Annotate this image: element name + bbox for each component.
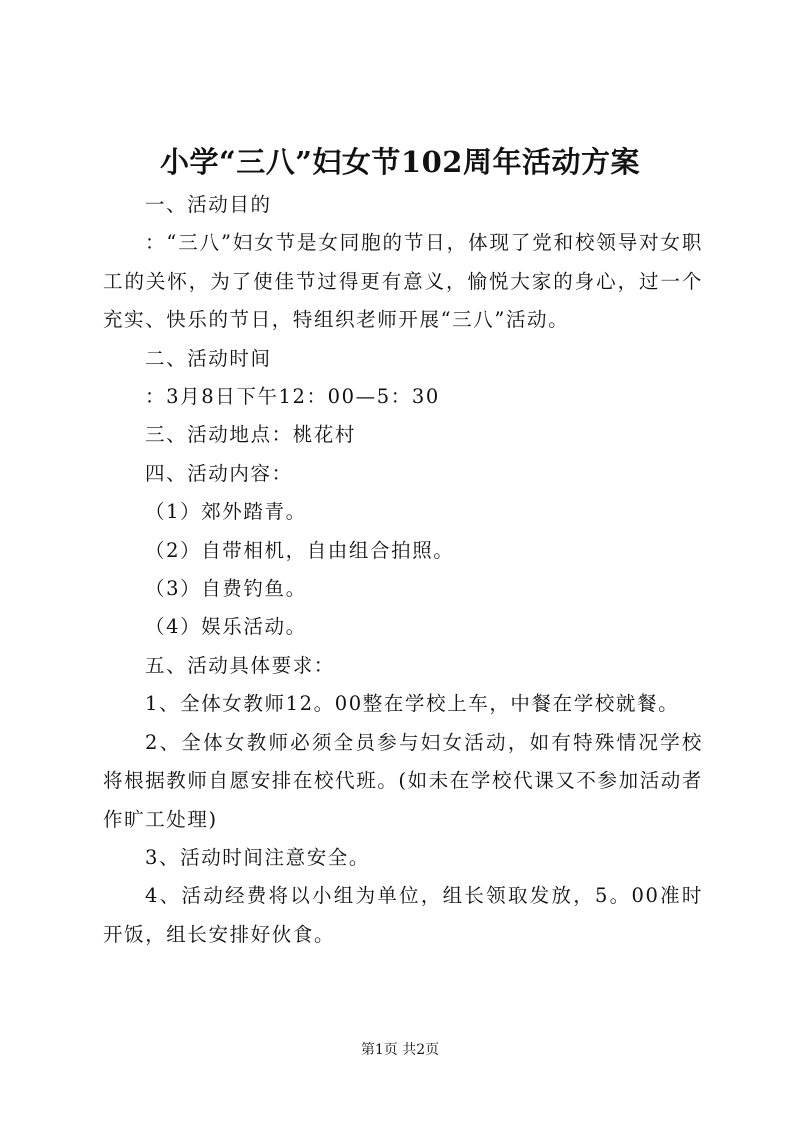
requirement-item-2: 2、全体女教师必须全员参与妇女活动，如有特殊情况学校将根据教师自愿安排在校代班。(如未在学校代课又不参加活动者作旷工处理) — [103, 730, 704, 831]
document-body — [103, 186, 703, 954]
list-item-content-4: （4）娱乐活动。 — [145, 615, 307, 639]
section-heading-content: 四、活动内容： — [145, 461, 293, 485]
requirement-item-3: 3、活动时间注意安全。 — [145, 845, 371, 869]
list-item-content-1: （1）郊外踏青。 — [145, 500, 307, 524]
section-heading-time: 二、活动时间 — [145, 346, 272, 370]
section-heading-requirements: 五、活动具体要求： — [145, 653, 335, 677]
paragraph-time: ：3月8日下午12：00—5：30 — [145, 385, 440, 409]
list-item-content-2: （2）自带相机，自由组合拍照。 — [145, 538, 455, 562]
list-item-content-3: （3）自费钓鱼。 — [145, 577, 307, 601]
document-title: 小学“三八”妇女节102周年活动方案 — [160, 145, 640, 179]
page-footer: 第1页 共2页 — [360, 1042, 440, 1058]
section-heading-location: 三、活动地点：桃花村 — [145, 423, 357, 447]
paragraph-purpose: ：“三八”妇女节是女同胞的节日，体现了党和校领导对女职工的关怀，为了使佳节过得更有意义，愉悦大家的身心，过一个充实、快乐的节日，特组织老师开展“三八”活动。 — [103, 231, 703, 332]
section-heading-purpose: 一、活动目的 — [145, 193, 272, 216]
requirement-item-1: 1、全体女教师12。00整在学校上车，中餐在学校就餐。 — [145, 692, 680, 716]
requirement-item-4: 4、活动经费将以小组为单位，组长领取发放，5。00准时开饭，组长安排好伙食。 — [103, 884, 703, 946]
